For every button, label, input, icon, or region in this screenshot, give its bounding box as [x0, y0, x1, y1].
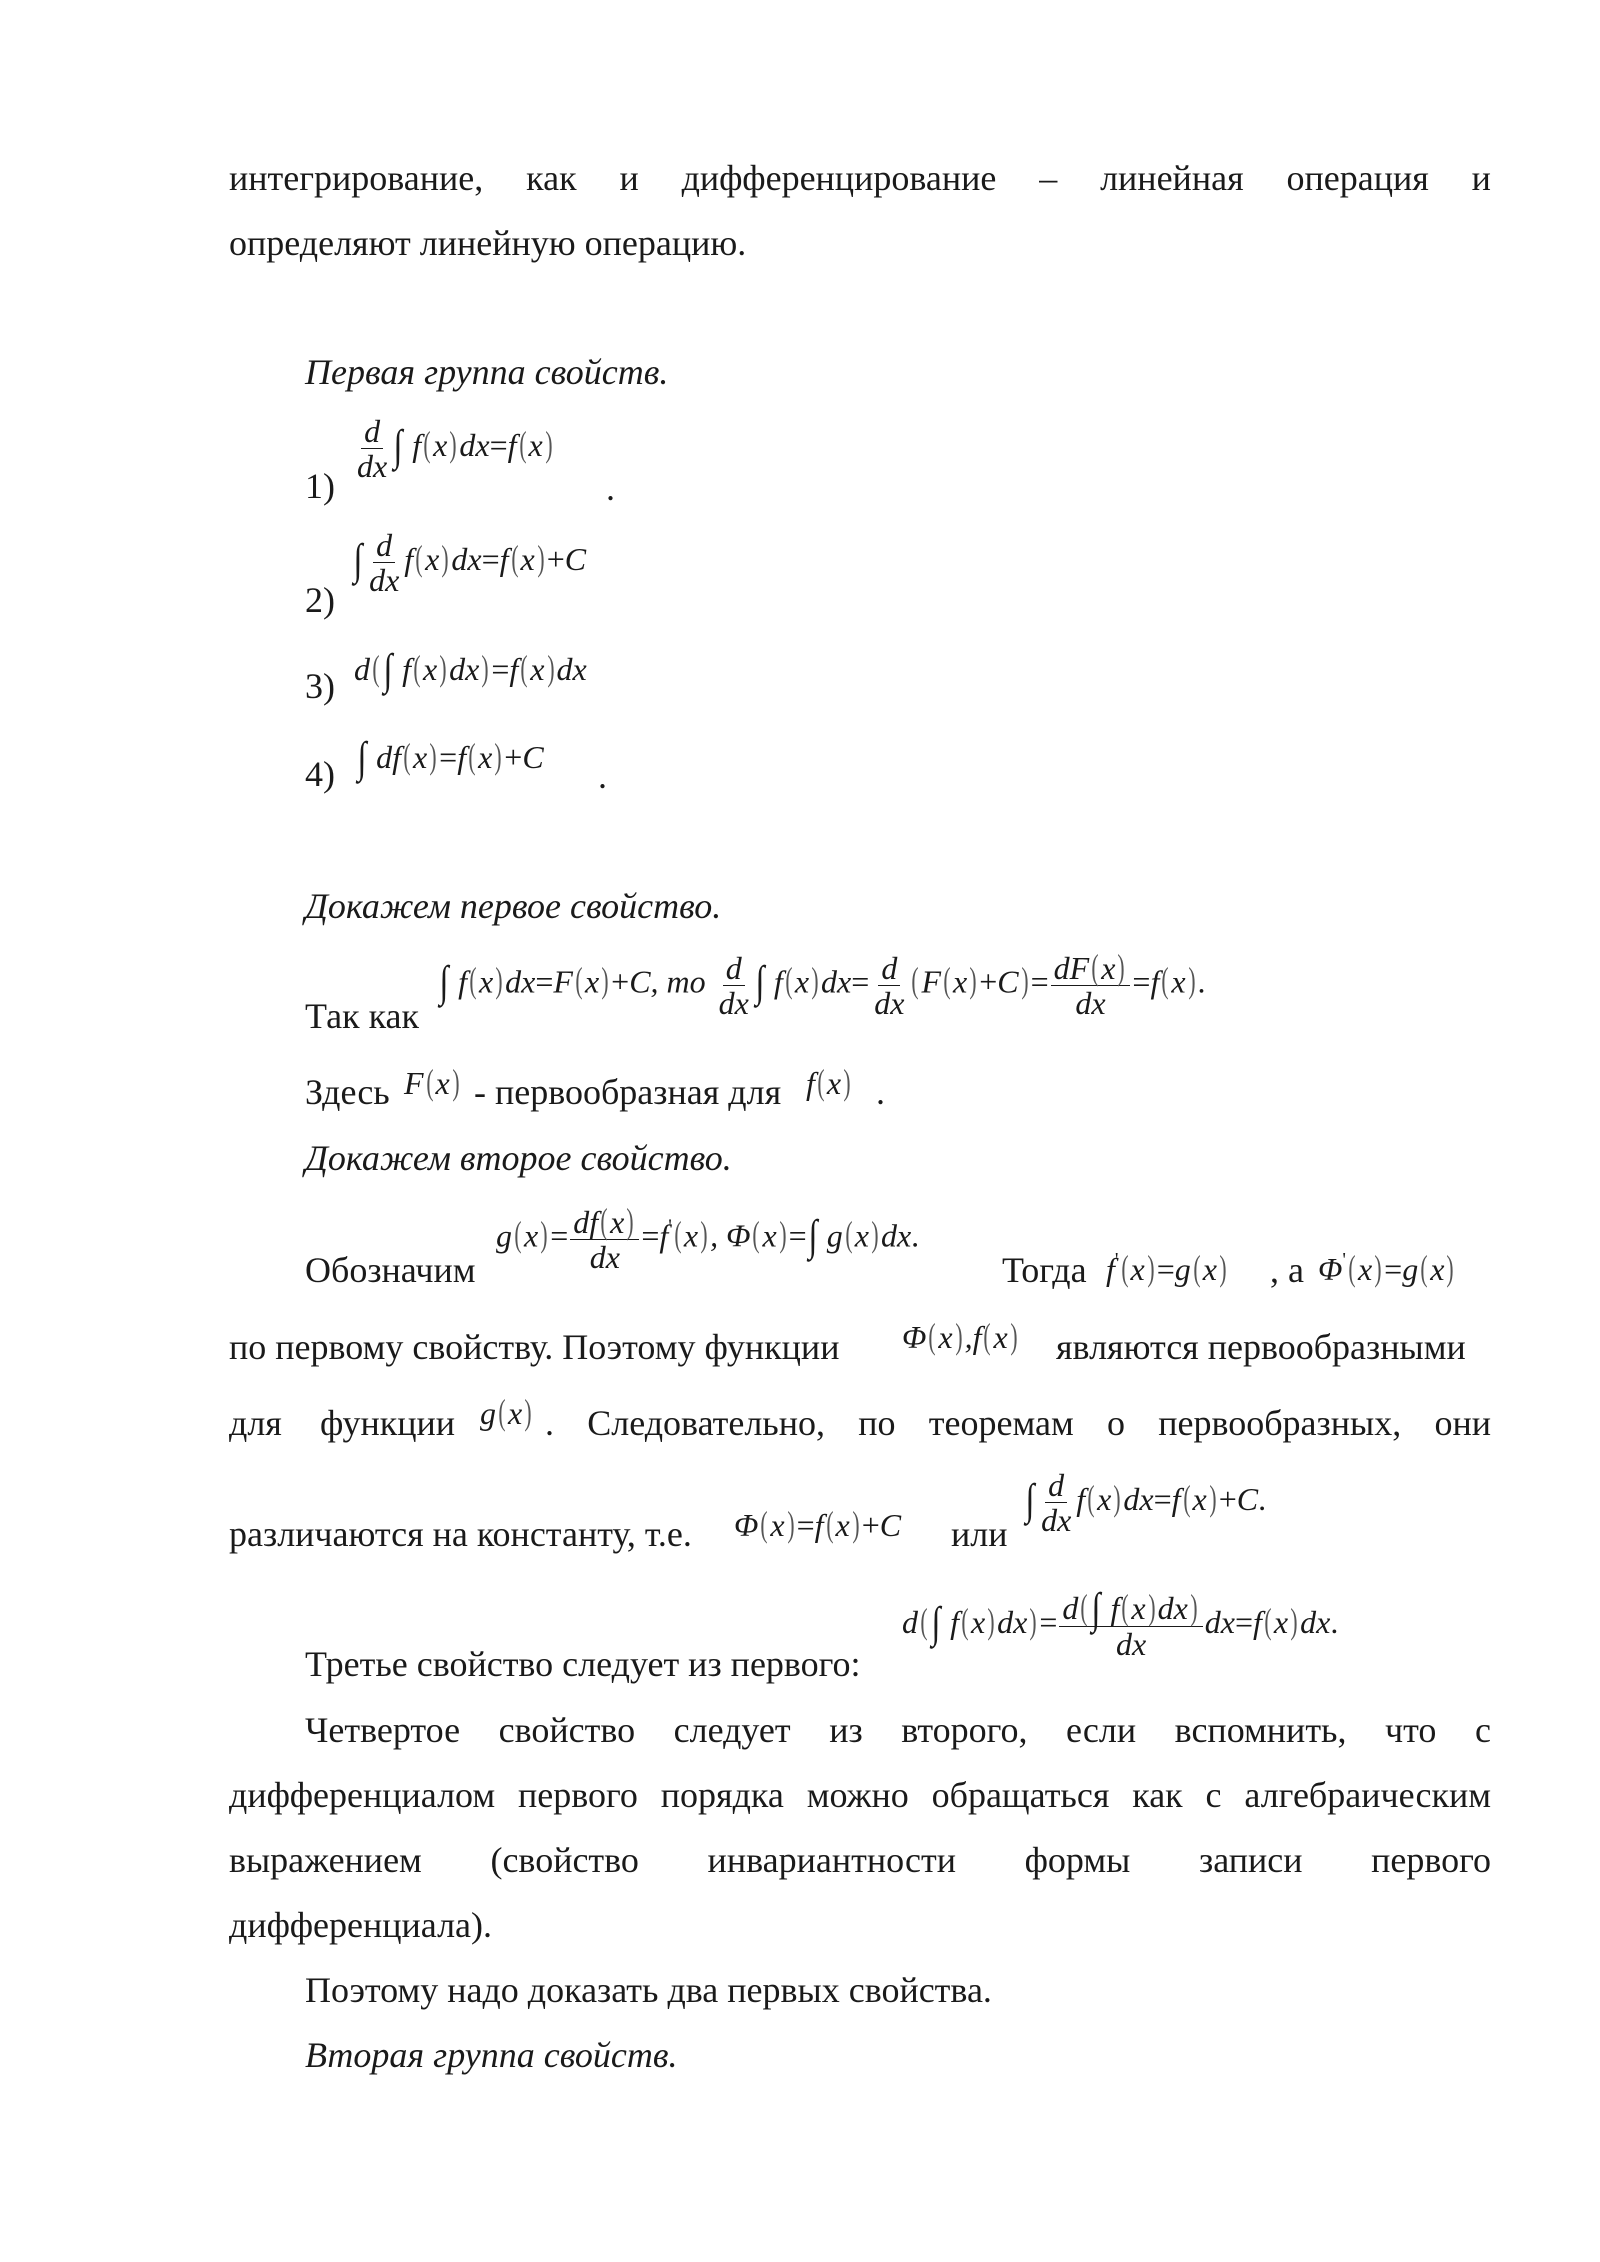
word: теоремам	[928, 1403, 1074, 1443]
word: следует	[673, 1710, 791, 1750]
word: для	[229, 1403, 282, 1443]
formula-property-2: ∫ $\frac{d}{dx}$ f(x)dx=f(x)+C	[353, 527, 587, 598]
proof1-heading: Докажем первое свойство.	[305, 886, 722, 926]
proof2-heading: Докажем второе свойство.	[305, 1138, 732, 1178]
p2-line3-start	[229, 1401, 455, 1445]
formula-notation: g(x)= $\frac{df(x)}{dx}$ =f'(x), Φ(x)=∫ g(x)dx.	[496, 1201, 920, 1275]
word: как	[1132, 1775, 1183, 1815]
period: .	[606, 468, 615, 508]
antiderivative-text: - первообразная для	[474, 1072, 782, 1112]
word: они	[1434, 1403, 1491, 1443]
word: первого	[1371, 1840, 1491, 1880]
item1-number: 1)	[305, 466, 335, 506]
word: линейная	[1100, 158, 1244, 198]
formula-property-2-restated: ∫ $\frac{d}{dx}$ f(x)dx=f(x)+C.	[1025, 1467, 1267, 1538]
word: с	[1205, 1775, 1222, 1815]
word: алгебраическим	[1244, 1775, 1491, 1815]
intro-line-1	[229, 156, 1491, 200]
word: второго,	[901, 1710, 1028, 1750]
formula-property-4: ∫ df(x)=f(x)+C	[357, 733, 544, 782]
formula-phi-f: Φ(x),f(x)	[902, 1316, 1018, 1356]
fourth-line-1	[305, 1708, 1491, 1752]
word: операция	[1286, 158, 1429, 198]
formula-phi-equals: Φ(x)=f(x)+C	[734, 1504, 902, 1544]
group1-heading: Первая группа свойств.	[305, 352, 669, 392]
item4-number: 4)	[305, 754, 335, 794]
p2-line3-rest	[545, 1401, 1491, 1445]
word: с	[1474, 1710, 1491, 1750]
prove-two-text: Поэтому надо доказать два первых свойства.	[305, 1970, 992, 2010]
word: и	[619, 158, 639, 198]
period: .	[876, 1072, 885, 1112]
word: порядка	[660, 1775, 784, 1815]
word: можно	[806, 1775, 909, 1815]
then-label: Тогда	[1002, 1250, 1087, 1290]
word: (свойство	[490, 1840, 639, 1880]
word: функции	[320, 1403, 455, 1443]
third-property-text: Третье свойство следует из первого:	[305, 1644, 861, 1684]
item3-number: 3)	[305, 666, 335, 706]
word: выражением	[229, 1840, 422, 1880]
period: .	[598, 756, 607, 796]
fourth-line-3	[229, 1838, 1491, 1882]
denote-label: Обозначим	[305, 1250, 476, 1290]
fourth-line-4: дифференциала).	[229, 1905, 493, 1945]
formula-property-3: d(∫ f(x)dx)=f(x)dx	[354, 645, 587, 694]
word: дифференцирование	[681, 158, 997, 198]
then-word: , то	[650, 963, 706, 1000]
word: первого	[518, 1775, 638, 1815]
formula-derivative-phi: Φ'(x)=g(x)	[1318, 1248, 1455, 1288]
word: вспомнить,	[1174, 1710, 1347, 1750]
word: дифференциалом	[229, 1775, 496, 1815]
item2-number: 2)	[305, 580, 335, 620]
word: свойство	[498, 1710, 636, 1750]
word: из	[829, 1710, 863, 1750]
word: по	[858, 1403, 896, 1443]
formula-proof-1: ∫ f(x)dx=F(x)+C, то $\frac{d}{dx}$ ∫ f(x)dx= $\frac{d}{dx}$ (F(x)+C)= $\frac{dF(x)}{dx}$ =f(x).	[439, 947, 1206, 1021]
formula-property-3-proof: d(∫ f(x)dx)= $\frac{d(\int f(x)dx)}{dx}$ dx=f(x)dx.	[902, 1584, 1339, 1662]
p2-line2-end: являются первообразными	[1056, 1327, 1466, 1367]
word: записи	[1198, 1840, 1303, 1880]
word: обращаться	[931, 1775, 1110, 1815]
word: если	[1066, 1710, 1137, 1750]
word: интегрирование,	[229, 158, 484, 198]
word: инвариантности	[707, 1840, 956, 1880]
word: и	[1471, 158, 1491, 198]
formula-g-of-x: g(x)	[480, 1392, 532, 1432]
formula-f-of-x: f(x)	[806, 1062, 851, 1102]
word: Следовательно,	[587, 1403, 825, 1443]
word: –	[1039, 158, 1058, 198]
fourth-line-2	[229, 1773, 1491, 1817]
word: что	[1385, 1710, 1437, 1750]
intro-line-2: определяют линейную операцию.	[229, 223, 747, 263]
word: первообразных,	[1158, 1403, 1402, 1443]
group2-heading: Вторая группа свойств.	[305, 2035, 678, 2075]
p2-line2-start: по первому свойству. Поэтому функции	[229, 1327, 840, 1367]
formula-F-of-x: F(x)	[404, 1062, 460, 1102]
word: как	[526, 158, 577, 198]
word: формы	[1024, 1840, 1131, 1880]
since-label: Так как	[305, 996, 419, 1036]
word: .	[545, 1403, 554, 1443]
p2-line4-start: различаются на константу, т.е.	[229, 1514, 692, 1554]
and-label: , а	[1270, 1250, 1304, 1290]
or-word: или	[951, 1514, 1008, 1554]
word: о	[1106, 1403, 1125, 1443]
formula-property-1: $\frac{d}{dx}$ ∫ f(x)dx=f(x)	[357, 413, 553, 484]
formula-derivative-f: f'(x)=g(x)	[1106, 1248, 1227, 1288]
word: Четвертое	[305, 1710, 461, 1750]
here-label: Здесь	[305, 1072, 390, 1112]
